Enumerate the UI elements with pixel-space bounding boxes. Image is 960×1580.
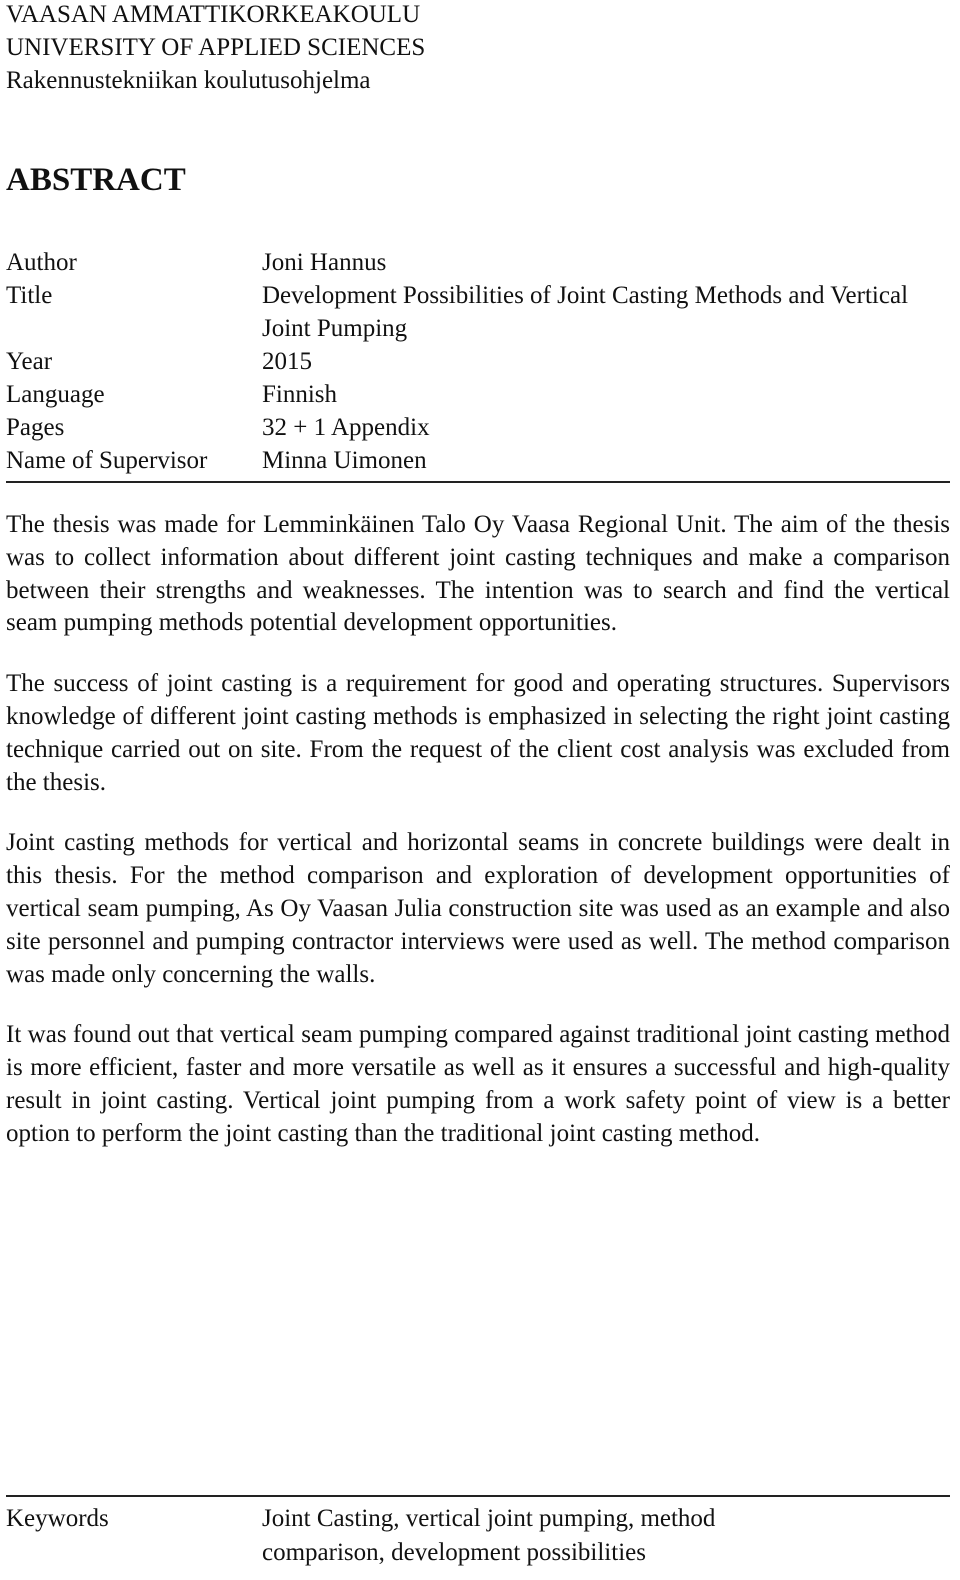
- metadata-divider: [6, 481, 950, 483]
- meta-value-title: Development Possibilities of Joint Casting Methods and Vertical Joint Pumping: [262, 282, 909, 342]
- meta-row-title: [6, 279, 950, 345]
- abstract-paragraph: The success of joint casting is a requirement for good and operating structures. Supervisors knowledge of different joint casting methods is emphasized in selecting the right joint casting technique carried out on site. From the request of the client cost analysis was excluded from the thesis.: [6, 670, 950, 796]
- meta-row-year: [6, 345, 950, 378]
- keywords-divider: [6, 1495, 950, 1497]
- meta-label: Pages: [6, 414, 65, 441]
- meta-value-supervisor: Minna Uimonen: [262, 447, 427, 474]
- meta-value-language: Finnish: [262, 381, 338, 408]
- keywords-label: Keywords: [6, 1505, 109, 1532]
- abstract-body: [6, 509, 950, 1179]
- meta-row-language: [6, 378, 950, 411]
- meta-row-supervisor: [6, 444, 950, 477]
- meta-row-author: [6, 246, 950, 279]
- keywords-value: Joint Casting, vertical joint pumping, method comparison, development possibilities: [262, 1505, 716, 1566]
- meta-label: Language: [6, 381, 105, 408]
- document-header: [6, 0, 425, 97]
- institution-name-english: UNIVERSITY OF APPLIED SCIENCES: [6, 34, 426, 61]
- meta-value-year: 2015: [262, 348, 312, 375]
- abstract-paragraph: Joint casting methods for vertical and horizontal seams in concrete buildings were dealt in this thesis. For the method comparison and exploration of development opportunities of vertical seam pumping, As Oy Vaasan Julia construction site was used as an example and also site personnel and pumping contractor interviews were used as well. The method comparison was made only concerning the walls.: [6, 829, 950, 988]
- meta-row-pages: [6, 411, 950, 444]
- meta-label: Title: [6, 282, 53, 309]
- meta-label: Name of Supervisor: [6, 447, 208, 474]
- abstract-paragraph: It was found out that vertical seam pumping compared against traditional joint casting method is more efficient, faster and more versatile as well as it ensures a successful and high-quality result in joint casting. Vertical joint pumping from a work safety point of view is a better option to perform the joint casting than the traditional joint casting method.: [6, 1021, 950, 1147]
- thesis-metadata-table: [6, 246, 950, 477]
- degree-programme: Rakennustekniikan koulutusohjelma: [6, 67, 371, 94]
- meta-label: Author: [6, 249, 77, 276]
- meta-value-author: Joni Hannus: [262, 249, 387, 276]
- meta-label: Year: [6, 348, 53, 375]
- abstract-heading: ABSTRACT: [6, 162, 186, 198]
- institution-name: VAASAN AMMATTIKORKEAKOULU: [6, 1, 421, 28]
- meta-value-pages: 32 + 1 Appendix: [262, 414, 430, 441]
- abstract-paragraph: The thesis was made for Lemminkäinen Talo Oy Vaasa Regional Unit. The aim of the thesis was to collect information about different joint casting techniques and make a comparison between their strengths and weaknesses. The intention was to search and find the vertical seam pumping methods potential development opportunities.: [6, 511, 950, 637]
